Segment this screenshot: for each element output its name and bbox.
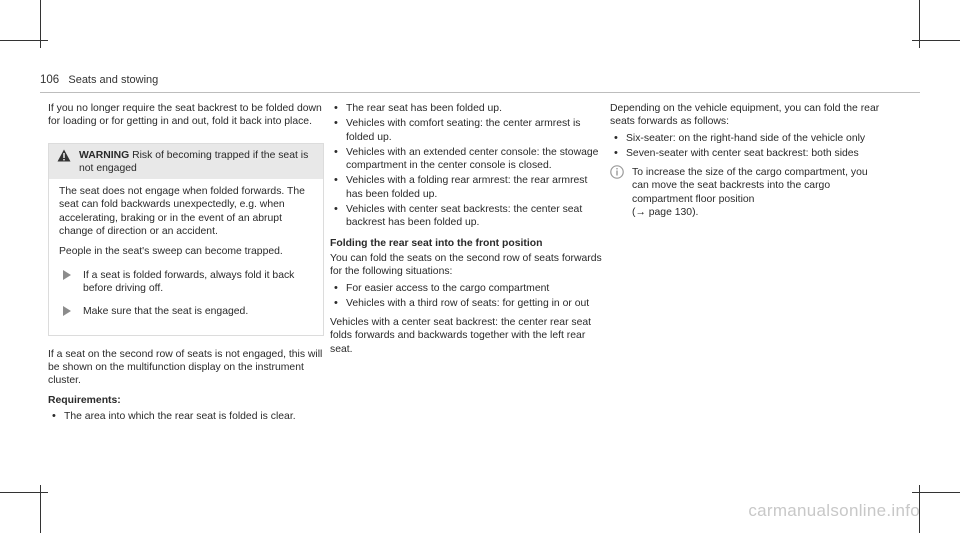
step-arrow-icon bbox=[63, 306, 71, 316]
instruction-step bbox=[59, 305, 315, 318]
list-item: • Six-seater: on the right-hand side of the vehicle only bbox=[610, 132, 882, 145]
crop-mark bbox=[0, 492, 48, 493]
column-2 bbox=[330, 102, 602, 363]
page-number: 106 bbox=[40, 74, 60, 86]
header-divider bbox=[40, 92, 920, 93]
warning-text: The seat does not engage when folded forwards. The seat can fold backwards unexpectedly, e.g. when accelerating, braking or in the event of an abrupt change of direction or an accident. bbox=[59, 186, 305, 238]
info-icon bbox=[610, 165, 624, 183]
body-paragraph: Vehicles with a center seat backrest: the center rear seat folds forwards and backwards together with the left rear seat. bbox=[330, 317, 592, 355]
note-text: To increase the size of the cargo compartment, you can move the seat backrests into the cargo compartment floor position bbox=[632, 167, 868, 205]
list-item: • Vehicles with a folding rear armrest: the rear armrest has been folded up. bbox=[330, 174, 602, 201]
crop-mark bbox=[0, 40, 48, 41]
warning-body bbox=[49, 179, 323, 334]
step-arrow-icon bbox=[63, 270, 71, 280]
page-reference-link[interactable]: (→ page 130). bbox=[632, 207, 699, 219]
list-item: • Vehicles with comfort seating: the center armrest is folded up. bbox=[330, 117, 602, 144]
body-paragraph: Depending on the vehicle equipment, you can fold the rear seats forwards as follows: bbox=[610, 103, 880, 128]
instruction-step bbox=[59, 269, 315, 296]
options-list bbox=[610, 132, 882, 161]
list-item: • For easier access to the cargo compartment bbox=[330, 282, 602, 295]
list-item: • Vehicles with an extended center console: the stowage compartment in the center console is closed. bbox=[330, 146, 602, 173]
list-item: • Vehicles with center seat backrests: the center seat backrest has been folded up. bbox=[330, 203, 602, 230]
warning-header bbox=[49, 144, 323, 180]
requirements-list bbox=[48, 410, 324, 423]
column-1 bbox=[48, 102, 324, 429]
situations-list bbox=[330, 282, 602, 311]
intro-paragraph: If you no longer require the seat backrest to be folded down for loading or for getting in and out, fold it back into place. bbox=[48, 103, 322, 128]
column-3 bbox=[610, 102, 882, 219]
section-title: Seats and stowing bbox=[68, 74, 159, 86]
list-item: • Seven-seater with center seat backrest: both sides bbox=[610, 147, 882, 160]
warning-title: WARNING bbox=[79, 149, 130, 161]
note-block bbox=[610, 166, 882, 219]
list-item: • The area into which the rear seat is folded is clear. bbox=[48, 410, 324, 423]
step-text: If a seat is folded forwards, always fold it back before driving off. bbox=[83, 269, 295, 294]
warning-box bbox=[48, 143, 324, 336]
body-paragraph: You can fold the seats on the second row of seats forwards for the following situations: bbox=[330, 252, 602, 278]
list-item: • The rear seat has been folded up. bbox=[330, 102, 602, 115]
crop-mark bbox=[912, 492, 960, 493]
crop-mark bbox=[912, 40, 960, 41]
watermark: carmanualsonline.info bbox=[748, 501, 920, 520]
info-paragraph: If a seat on the second row of seats is not engaged, this will be shown on the multifunction display on the instrument cluster. bbox=[48, 348, 323, 387]
list-item: • Vehicles with a third row of seats: for getting in or out bbox=[330, 297, 602, 310]
requirements-list-continued bbox=[330, 102, 602, 230]
warning-text: People in the seat's sweep can become trapped. bbox=[59, 246, 283, 258]
page-header bbox=[40, 74, 158, 86]
step-text: Make sure that the seat is engaged. bbox=[83, 306, 249, 318]
requirements-heading: Requirements: bbox=[48, 395, 121, 407]
warning-subtitle: Risk of becoming trapped if the seat is not engaged bbox=[79, 149, 309, 174]
section-heading: Folding the rear seat into the front position bbox=[330, 237, 543, 249]
warning-triangle-icon bbox=[57, 149, 79, 176]
